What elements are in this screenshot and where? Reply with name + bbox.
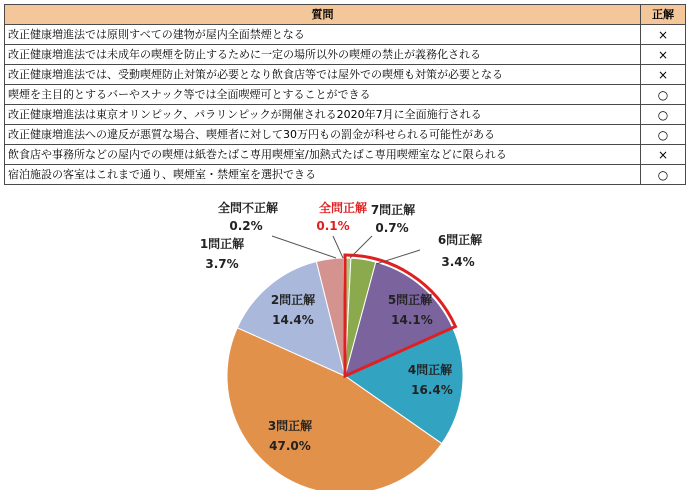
- question-cell: 改正健康増進法では、受動喫煙防止対策が必要となり飲食店等では屋外での喫煙も対策が必要となる: [5, 65, 641, 85]
- answer-cell: ×: [641, 65, 686, 85]
- leader-line: [376, 250, 420, 264]
- slice-value-label: 3.7%: [205, 257, 239, 271]
- answer-column-header: 正解: [641, 5, 686, 25]
- answer-cell: ×: [641, 45, 686, 65]
- pie-chart: [0, 188, 693, 490]
- answer-cell: ○: [641, 105, 686, 125]
- slice-name-label: 4問正解: [407, 363, 453, 377]
- slice-name-label: 3問正解: [267, 419, 313, 433]
- slice-value-label: 0.2%: [229, 219, 263, 233]
- answer-cell: ○: [641, 125, 686, 145]
- table-row: [5, 105, 686, 125]
- table-row: [5, 65, 686, 85]
- table-header-row: [5, 5, 686, 25]
- slice-name-label: 全問正解: [318, 201, 368, 215]
- slice-value-label: 14.1%: [391, 313, 433, 327]
- question-cell: 改正健康増進法への違反が悪質な場合、喫煙者に対して30万円もの罰金が科せられる可能性がある: [5, 125, 641, 145]
- table-row: [5, 165, 686, 185]
- table-row: [5, 85, 686, 105]
- answer-cell: ×: [641, 25, 686, 45]
- slice-name-label: 7問正解: [370, 203, 416, 217]
- slice-name-label: 5問正解: [387, 293, 433, 307]
- slice-name-label: 全問不正解: [217, 201, 279, 215]
- slice-value-label: 0.7%: [375, 221, 409, 235]
- leader-line: [272, 236, 336, 258]
- question-cell: 宿泊施設の客室はこれまで通り、喫煙室・禁煙室を選択できる: [5, 165, 641, 185]
- answer-cell: ○: [641, 85, 686, 105]
- question-cell: 改正健康増進法では原則すべての建物が屋内全面禁煙となる: [5, 25, 641, 45]
- slice-name-label: 6問正解: [437, 233, 483, 247]
- quiz-table: [4, 4, 686, 185]
- question-cell: 改正健康増進法では未成年の喫煙を防止するために一定の場所以外の喫煙の禁止が義務化される: [5, 45, 641, 65]
- table-row: [5, 125, 686, 145]
- slice-value-label: 16.4%: [411, 383, 453, 397]
- question-column-header: 質問: [5, 5, 641, 25]
- answer-cell: ×: [641, 145, 686, 165]
- question-cell: 喫煙を主目的とするバーやスナック等では全面喫煙可とすることができる: [5, 85, 641, 105]
- table-row: [5, 25, 686, 45]
- answer-cell: ○: [641, 165, 686, 185]
- slice-value-label: 0.1%: [316, 219, 350, 233]
- table-row: [5, 145, 686, 165]
- question-cell: 飲食店や事務所などの屋内での喫煙は紙巻たばこ専用喫煙室/加熱式たばこ専用喫煙室などに限られる: [5, 145, 641, 165]
- slice-name-label: 1問正解: [199, 237, 245, 251]
- slice-value-label: 47.0%: [269, 439, 311, 453]
- leader-line: [333, 236, 343, 258]
- table-row: [5, 45, 686, 65]
- slice-name-label: 2問正解: [270, 293, 316, 307]
- slice-value-label: 14.4%: [272, 313, 314, 327]
- question-cell: 改正健康増進法は東京オリンピック、パラリンピックが開催される2020年7月に全面施行される: [5, 105, 641, 125]
- slice-value-label: 3.4%: [441, 255, 475, 269]
